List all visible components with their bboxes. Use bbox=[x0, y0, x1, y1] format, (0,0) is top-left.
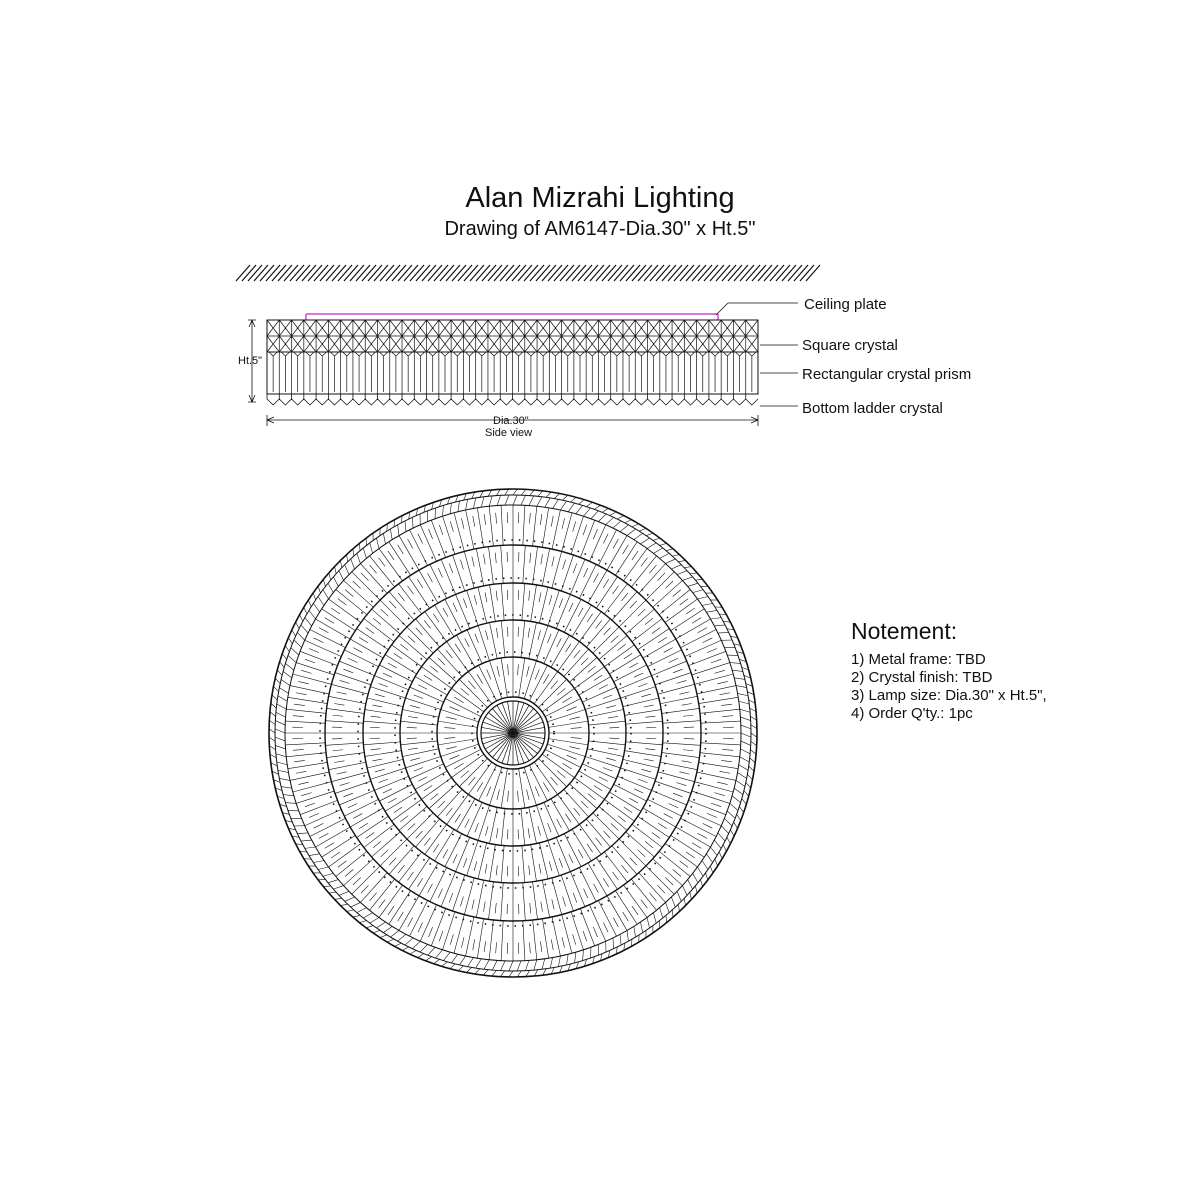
notes-heading: Notement: bbox=[851, 618, 958, 644]
callout-square-crystal: Square crystal bbox=[802, 337, 898, 354]
side-view-caption: Side view bbox=[485, 427, 533, 439]
hatch-lines bbox=[236, 265, 820, 281]
note-item: 1) Metal frame: TBD bbox=[851, 651, 986, 668]
top-view-drawing bbox=[269, 489, 757, 977]
height-dimension-label: Ht.5" bbox=[238, 355, 263, 367]
prism-pattern bbox=[267, 352, 756, 394]
note-item: 3) Lamp size: Dia.30" x Ht.5", bbox=[851, 687, 1047, 704]
square-crystal-pattern bbox=[267, 320, 758, 352]
page-title: Alan Mizrahi Lighting bbox=[465, 182, 735, 214]
ladder-crystal-pattern bbox=[267, 394, 758, 405]
width-dimension-label: Dia.30" bbox=[493, 415, 529, 427]
side-view-drawing bbox=[248, 303, 798, 426]
callout-ceiling-plate: Ceiling plate bbox=[804, 296, 887, 313]
callout-bottom-ladder: Bottom ladder crystal bbox=[802, 400, 943, 417]
callout-rectangular-prism: Rectangular crystal prism bbox=[802, 366, 972, 383]
note-item: 4) Order Q'ty.: 1pc bbox=[851, 705, 973, 722]
notes-panel bbox=[851, 618, 1047, 723]
center-hub bbox=[510, 730, 516, 736]
note-item: 2) Crystal finish: TBD bbox=[851, 669, 993, 686]
page-subtitle: Drawing of AM6147-Dia.30" x Ht.5" bbox=[444, 218, 756, 240]
leader-ceiling-plate bbox=[716, 303, 798, 315]
ceiling-hatch bbox=[236, 265, 820, 281]
